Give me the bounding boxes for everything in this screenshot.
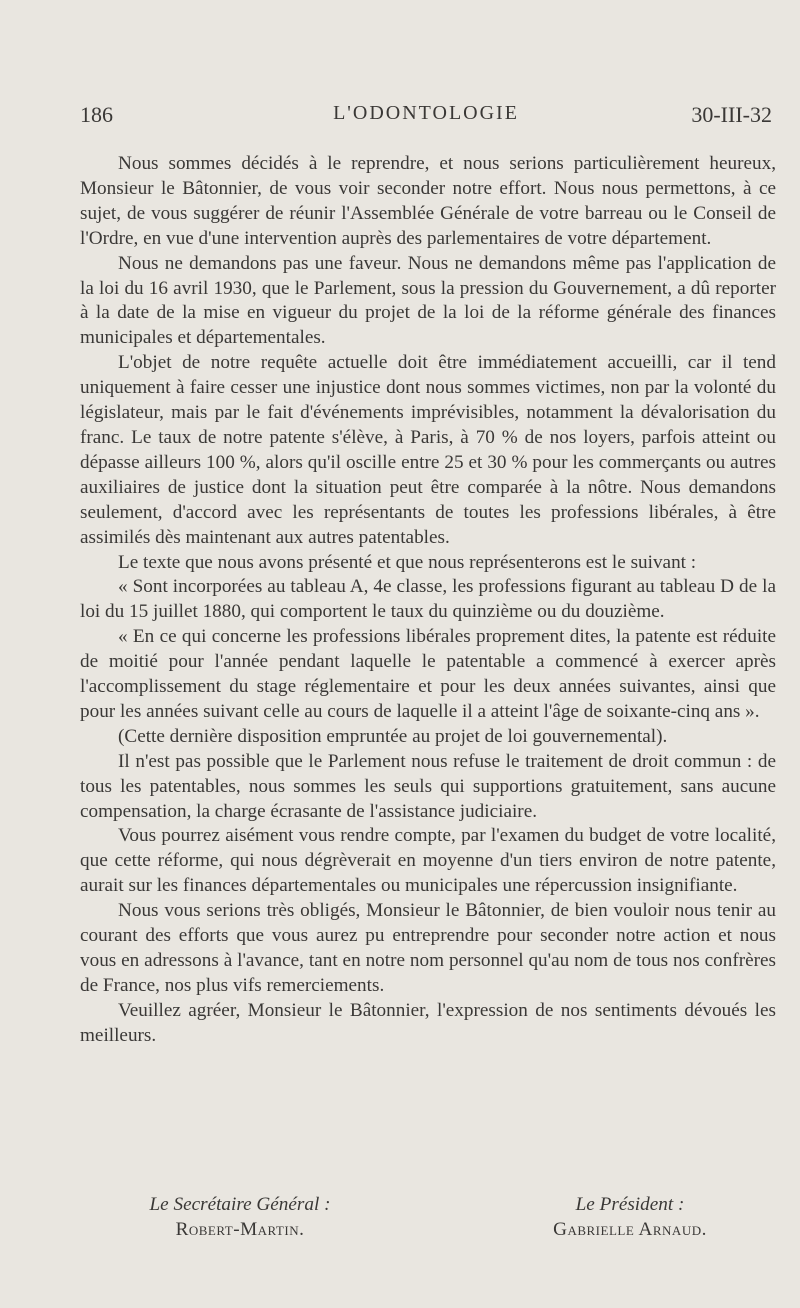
paragraph: Nous ne demandons pas une faveur. Nous ne demandons même pas l'application de la loi du 16 avril 1930, que le Parlement, sous la pression du Gouvernement, a dû reporter à la date de la mise en vigueur du projet de la loi de la réforme générale des finances municipales et départementales.	[80, 252, 776, 349]
paragraph: « Sont incorporées au tableau A, 4e classe, les professions figurant au tableau D de la loi du 15 juillet 1880, qui comportent le taux du quinzième ou du douzième.	[80, 576, 776, 623]
page-number: 186	[80, 102, 113, 127]
letter-body	[80, 152, 776, 1049]
secretary-name: Robert-Martin.	[175, 1219, 305, 1240]
paragraph: Il n'est pas possible que le Parlement nous refuse le traitement de droit commun : de tous les patentables, nous sommes les seuls qui supportions gratuitement, sans aucune compensation, la charge écrasante de l'assistance judiciaire.	[80, 750, 776, 822]
paragraph: (Cette dernière disposition empruntée au projet de loi gouvernemental).	[118, 725, 668, 747]
signature-secretary	[120, 1192, 360, 1242]
paragraph: Vous pourrez aisément vous rendre compte, par l'examen du budget de votre localité, que cette réforme, qui nous dégrèverait en moyenne d'un tiers environ de notre patente, aurait sur les finances départementales ou municipales une répercussion insignifiante.	[80, 825, 776, 897]
paragraph: Le texte que nous avons présenté et que nous représenterons est le suivant :	[118, 551, 697, 573]
paragraph: Veuillez agréer, Monsieur le Bâtonnier, l'expression de nos sentiments dévoués les meilleurs.	[80, 999, 776, 1046]
paragraph: Nous sommes décidés à le reprendre, et nous serions particulièrement heureux, Monsieur le Bâtonnier, de vous voir seconder notre effort. Nous nous permettons, à ce sujet, de vous suggérer de réunir l'Assemblée Générale de votre barreau ou le Conseil de l'Ordre, en vue d'une intervention auprès des parlementaires de votre département.	[80, 153, 776, 249]
paragraph: « En ce qui concerne les professions libérales proprement dites, la patente est réduite de moitié pour l'année pendant laquelle le patentable a commencé à exercer après l'accomplissement du stage réglementaire et pour les deux années suivantes, ainsi que pour les années suivant celle au cours de laquelle il a atteint l'âge de soixante-cinq ans ».	[80, 626, 776, 722]
secretary-role: Le Secrétaire Général :	[149, 1194, 331, 1215]
issue-date: 30-III-32	[691, 102, 772, 127]
running-header	[80, 102, 772, 132]
president-name: Gabrielle Arnaud.	[553, 1219, 707, 1240]
paragraph: Nous vous serions très obligés, Monsieur le Bâtonnier, de bien vouloir nous tenir au courant des efforts que vous aurez pu entreprendre pour seconder notre action et nous vous en adressons à l'avance, tant en notre nom personnel qu'au nom de tous nos confrères de France, nos plus vifs remerciements.	[80, 900, 776, 996]
paragraph: L'objet de notre requête actuelle doit être immédiatement accueilli, car il tend uniquement à faire cesser une injustice dont nous sommes victimes, non par la volonté du législateur, mais par le fait d'événements imprévisibles, notamment la dévalorisation du franc. Le taux de notre patente s'élève, à Paris, à 70 % de nos loyers, parfois atteint ou dépasse ailleurs 100 %, alors qu'il oscille entre 25 et 30 % pour les commerçants ou autres auxiliaires de justice dont la situation peut être comparée à la nôtre. Nous demandons seulement, d'accord avec les représentants de toutes les professions libérales, à être assimilés dès maintenant aux autres patentables.	[80, 352, 776, 548]
journal-title: L'ODONTOLOGIE	[333, 102, 519, 124]
president-role: Le Président :	[575, 1194, 685, 1215]
signature-president	[500, 1192, 760, 1242]
